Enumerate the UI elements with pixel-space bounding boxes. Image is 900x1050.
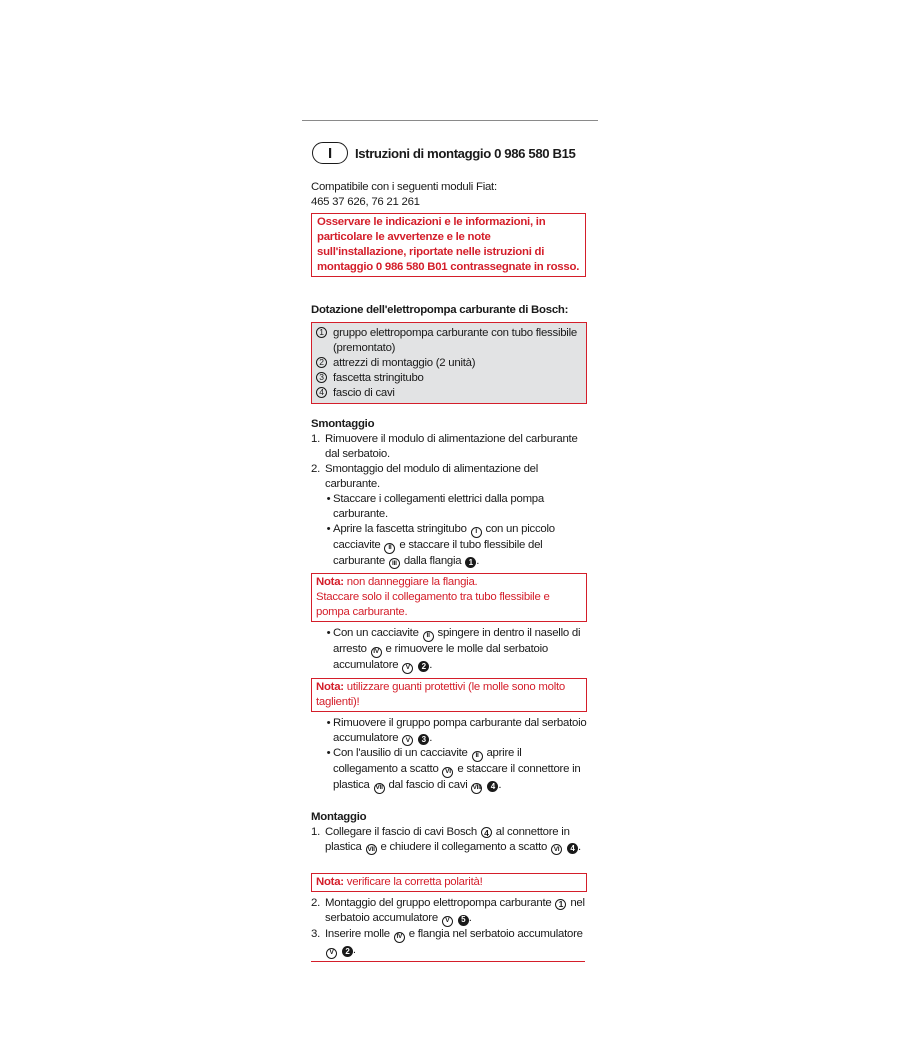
- ref-V-icon: V: [402, 663, 413, 674]
- ref-VII-icon: VII: [374, 783, 385, 794]
- sub-bullets: [311, 626, 587, 673]
- ref-II-icon: II: [423, 631, 434, 642]
- compat-line-1: Compatibile con i seguenti moduli Fiat:: [311, 181, 497, 193]
- note-label: Nota:: [316, 680, 344, 693]
- note-box: [311, 573, 587, 622]
- bullet: •: [326, 716, 331, 729]
- cut-off-note-box: [311, 961, 585, 966]
- number-3-icon: 3: [316, 372, 327, 383]
- compat-line-2: 465 37 626, 76 21 261: [311, 196, 420, 208]
- step-item: [311, 432, 587, 462]
- step-text: Collegare il fascio di cavi Bosch 4 al connettore in plastica VII e chiudere il collegamento a scatto VI 4 .: [325, 825, 587, 856]
- language-badge: I: [312, 142, 348, 164]
- note-box: [311, 678, 587, 712]
- bullet-item: [324, 492, 587, 522]
- sub-bullets: [311, 716, 587, 794]
- note-text: verificare la corretta polarità!: [346, 876, 483, 889]
- kit-item: [316, 356, 582, 371]
- step-text: Montaggio del gruppo elettropompa carburante 1 nel serbatoio accumulatore V 5 .: [325, 896, 587, 927]
- note-text: utilizzare guanti protettivi (le molle sono molto taglienti)!: [316, 680, 565, 708]
- step-number: 2.: [311, 463, 320, 475]
- note-box: [311, 873, 587, 892]
- assembly-steps-continued: [311, 896, 587, 958]
- bullet-text: Con un cacciavite II spingere in dentro il nasello di arresto IV e rimuovere le molle dal serbatoio accumulatore V 2 .: [333, 626, 587, 673]
- kit-item-text: attrezzi di montaggio (2 unità): [333, 357, 476, 369]
- figure-5-icon: 5: [458, 915, 469, 926]
- step-item: [311, 927, 587, 959]
- figure-4-icon: 4: [567, 843, 578, 854]
- assembly-steps: [311, 825, 587, 856]
- bullet-item: [324, 522, 587, 569]
- top-rule: [302, 120, 598, 121]
- number-1-icon: 1: [316, 327, 327, 338]
- number-4-icon: 4: [481, 827, 492, 838]
- bullet-item: [324, 626, 587, 673]
- sub-bullets: [311, 492, 587, 569]
- bullet: •: [326, 627, 331, 640]
- number-4-icon: 4: [316, 387, 327, 398]
- figure-3-icon: 3: [418, 734, 429, 745]
- warning-box: Osservare le indicazioni e le informazioni, in particolare le avvertenze e le note sull'installazione, riportate nelle istruzioni di montaggio 0 986 580 B01 contrassegnate in rosso.: [311, 213, 586, 277]
- note-text: Staccare solo il collegamento tra tubo flessibile e pompa carburante.: [316, 591, 550, 619]
- instruction-page: [311, 140, 587, 966]
- ref-VII-icon: VII: [366, 844, 377, 855]
- bullet-text: Aprire la fascetta stringitubo I con un piccolo cacciavite II e staccare il tubo flessibile del carburante III dalla flangia 1 .: [333, 522, 587, 569]
- ref-II-icon: II: [472, 751, 483, 762]
- kit-item: [316, 371, 582, 386]
- step-text: Inserire molle IV e flangia nel serbatoio accumulatore V 2 .: [325, 927, 587, 959]
- step-item: [311, 896, 587, 927]
- bullet: •: [326, 493, 331, 505]
- disassembly-steps: [311, 432, 587, 492]
- ref-V-icon: V: [442, 916, 453, 927]
- number-1-icon: 1: [555, 899, 566, 910]
- kit-list: [311, 322, 587, 404]
- bullet-text: Con l'ausilio di un cacciavite II aprire il collegamento a scatto VI e staccare il connettore in plastica VII dal fascio di cavi VIII 4 .: [333, 746, 587, 793]
- ref-V-icon: V: [326, 948, 337, 959]
- kit-item-text: gruppo elettropompa carburante con tubo flessibile (premontato): [333, 327, 577, 354]
- kit-item-text: fascetta stringitubo: [333, 372, 424, 384]
- ref-I-icon: I: [471, 527, 482, 538]
- bullet-item: [324, 746, 587, 793]
- bullet: •: [326, 523, 331, 535]
- kit-heading: Dotazione dell'elettropompa carburante di Bosch:: [311, 304, 569, 316]
- disassembly-heading: Smontaggio: [311, 418, 375, 430]
- step-number: 1.: [311, 433, 320, 445]
- step-number: 1.: [311, 825, 320, 838]
- number-2-icon: 2: [316, 357, 327, 368]
- step-text: Rimuovere il modulo di alimentazione del carburante dal serbatoio.: [325, 433, 578, 460]
- note-label: Nota:: [316, 876, 344, 889]
- ref-V-icon: V: [402, 735, 413, 746]
- step-item: [311, 825, 587, 856]
- step-item: [311, 462, 587, 492]
- compatibility-block: [311, 180, 587, 210]
- page-title: Istruzioni di montaggio 0 986 580 B15: [355, 145, 576, 161]
- step-number: 2.: [311, 897, 320, 910]
- kit-item: [316, 386, 582, 401]
- step-number: 3.: [311, 928, 320, 940]
- note-label: Nota:: [316, 576, 344, 589]
- bullet-item: [324, 716, 587, 747]
- figure-2-icon: 2: [342, 946, 353, 957]
- assembly-heading: Montaggio: [311, 810, 367, 823]
- note-text: non danneggiare la flangia.: [346, 576, 478, 589]
- ref-IV-icon: IV: [394, 932, 405, 943]
- kit-item: [316, 326, 582, 356]
- figure-4-icon: 4: [487, 781, 498, 792]
- bullet: •: [326, 747, 331, 760]
- figure-1-icon: 1: [465, 557, 476, 568]
- ref-VI-icon: VI: [551, 844, 562, 855]
- bullet-text: Rimuovere il gruppo pompa carburante dal serbatoio accumulatore V 3 .: [333, 716, 587, 747]
- ref-VIII-icon: VIII: [471, 783, 482, 794]
- ref-III-icon: III: [389, 558, 400, 569]
- bullet-text: Staccare i collegamenti elettrici dalla pompa carburante.: [333, 493, 544, 520]
- step-text: Smontaggio del modulo di alimentazione del carburante.: [325, 463, 539, 490]
- ref-VI-icon: VI: [442, 767, 453, 778]
- title-row: [312, 140, 587, 166]
- ref-II-icon: II: [384, 543, 395, 554]
- ref-IV-icon: IV: [371, 647, 382, 658]
- kit-item-text: fascio di cavi: [333, 387, 395, 399]
- figure-2-icon: 2: [418, 661, 429, 672]
